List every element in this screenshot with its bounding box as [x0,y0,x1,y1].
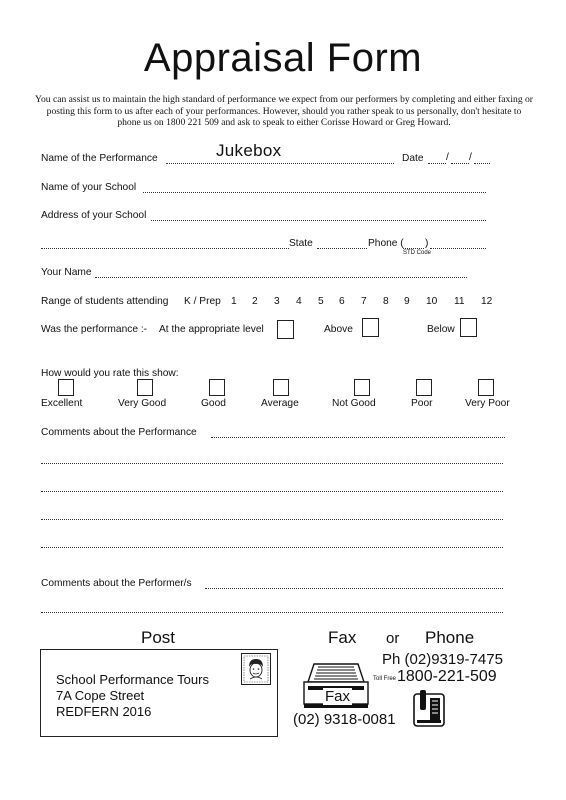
telephone-icon [413,688,445,728]
grade-1[interactable]: 1 [231,296,237,307]
date-label: Date [402,153,424,164]
grade-6[interactable]: 6 [339,296,345,307]
grade-5[interactable]: 5 [318,296,324,307]
address-input-line-1[interactable] [151,220,486,221]
school-input-line[interactable] [143,192,486,193]
fax-label: Fax [325,688,351,705]
grade-11[interactable]: 11 [454,296,465,307]
level-above-label: Above [324,324,353,335]
performance-value: Jukebox [216,141,282,160]
postal-address [56,672,209,720]
grade-10[interactable]: 10 [426,296,438,307]
phone-close: ) [425,238,429,249]
school-label: Name of your School [41,182,137,193]
rating-very-good-checkbox[interactable] [137,379,153,396]
post-heading: Post [141,628,176,647]
address-label: Address of your School [41,210,147,221]
rating-poor-checkbox[interactable] [416,379,432,396]
rating-not-good-label: Not Good [332,398,376,409]
grade-7[interactable]: 7 [361,296,367,307]
or-text: or [386,630,400,647]
phone-heading: Phone [425,628,475,647]
address-line-3: REDFERN 2016 [56,704,152,719]
grade-8[interactable]: 8 [383,296,389,307]
std-code-line[interactable] [403,248,424,249]
rating-very-poor-checkbox[interactable] [478,379,494,396]
rating-excellent-label: Excellent [41,398,83,409]
date-sep-1: / [446,152,449,163]
performance-input-line[interactable] [166,163,394,164]
rating-poor-label: Poor [411,398,433,409]
phone-number: Ph (02)9319-7475 [382,651,503,668]
address-line-2: 7A Cope Street [56,688,145,703]
date-year-line[interactable] [474,163,490,164]
rating-average-label: Average [261,398,299,409]
rating-average-checkbox[interactable] [273,379,289,396]
toll-free-label: Toll Free [373,676,397,682]
toll-free-number: 1800-221-509 [397,668,497,685]
comments-performance-line-1[interactable] [211,437,505,438]
level-above-checkbox[interactable] [362,318,379,337]
level-below-label: Below [427,324,455,335]
stamp-icon [241,653,271,685]
fax-number: (02) 9318-0081 [293,711,396,728]
grade-2[interactable]: 2 [252,296,258,307]
rating-excellent-checkbox[interactable] [58,379,74,396]
comments-performance-line-5[interactable] [41,547,503,548]
grade-3[interactable]: 3 [274,296,280,307]
comments-performance-label: Comments about the Performance [41,427,197,438]
level-appropriate-checkbox[interactable] [277,320,294,339]
grade-12[interactable]: 12 [481,296,493,307]
grade-k-prep[interactable]: K / Prep [184,296,221,307]
phone-input-line[interactable] [430,248,486,249]
date-month-line[interactable] [451,163,469,164]
comments-performer-line-2[interactable] [41,612,503,613]
rating-good-checkbox[interactable] [209,379,225,396]
date-day-line[interactable] [428,163,446,164]
rating-label: How would you rate this show: [41,368,179,379]
rating-very-poor-label: Very Poor [465,398,510,409]
comments-performer-label: Comments about the Performer/s [41,578,192,589]
comments-performance-line-2[interactable] [41,463,503,464]
fax-heading: Fax [328,628,357,647]
performance-level-label: Was the performance :- [41,324,148,335]
address-line-1: School Performance Tours [56,672,209,687]
rating-good-label: Good [201,398,226,409]
grade-4[interactable]: 4 [296,296,302,307]
date-sep-2: / [469,152,472,163]
level-appropriate-label: At the appropriate level [159,324,264,335]
std-code-label: STD Code [403,250,432,256]
rating-very-good-label: Very Good [118,398,167,409]
rating-not-good-checkbox[interactable] [354,379,370,396]
phone-label: Phone ( [368,238,404,249]
state-input-line[interactable] [317,248,367,249]
comments-performance-line-4[interactable] [41,519,503,520]
comments-performer-line-1[interactable] [205,588,503,589]
page-title: Appraisal Form [143,36,423,80]
your-name-input-line[interactable] [95,277,467,278]
intro-text: You can assist us to maintain the high standard of performance we expect from our performers by completing and either faxing or posting this form to us after each of your performances. However, should you rather speak to us personally, don't hesitate to phone us on 1800 221 509 and ask to speak to either Corisse Howard or Greg Howard. [34,94,534,128]
grade-9[interactable]: 9 [404,296,410,307]
address-input-line-2[interactable] [41,248,289,249]
your-name-label: Your Name [41,267,92,278]
performance-label: Name of the Performance [41,153,158,164]
state-label: State [289,238,313,249]
comments-performance-line-3[interactable] [41,491,503,492]
level-below-checkbox[interactable] [460,318,477,337]
range-label: Range of students attending [41,296,169,307]
